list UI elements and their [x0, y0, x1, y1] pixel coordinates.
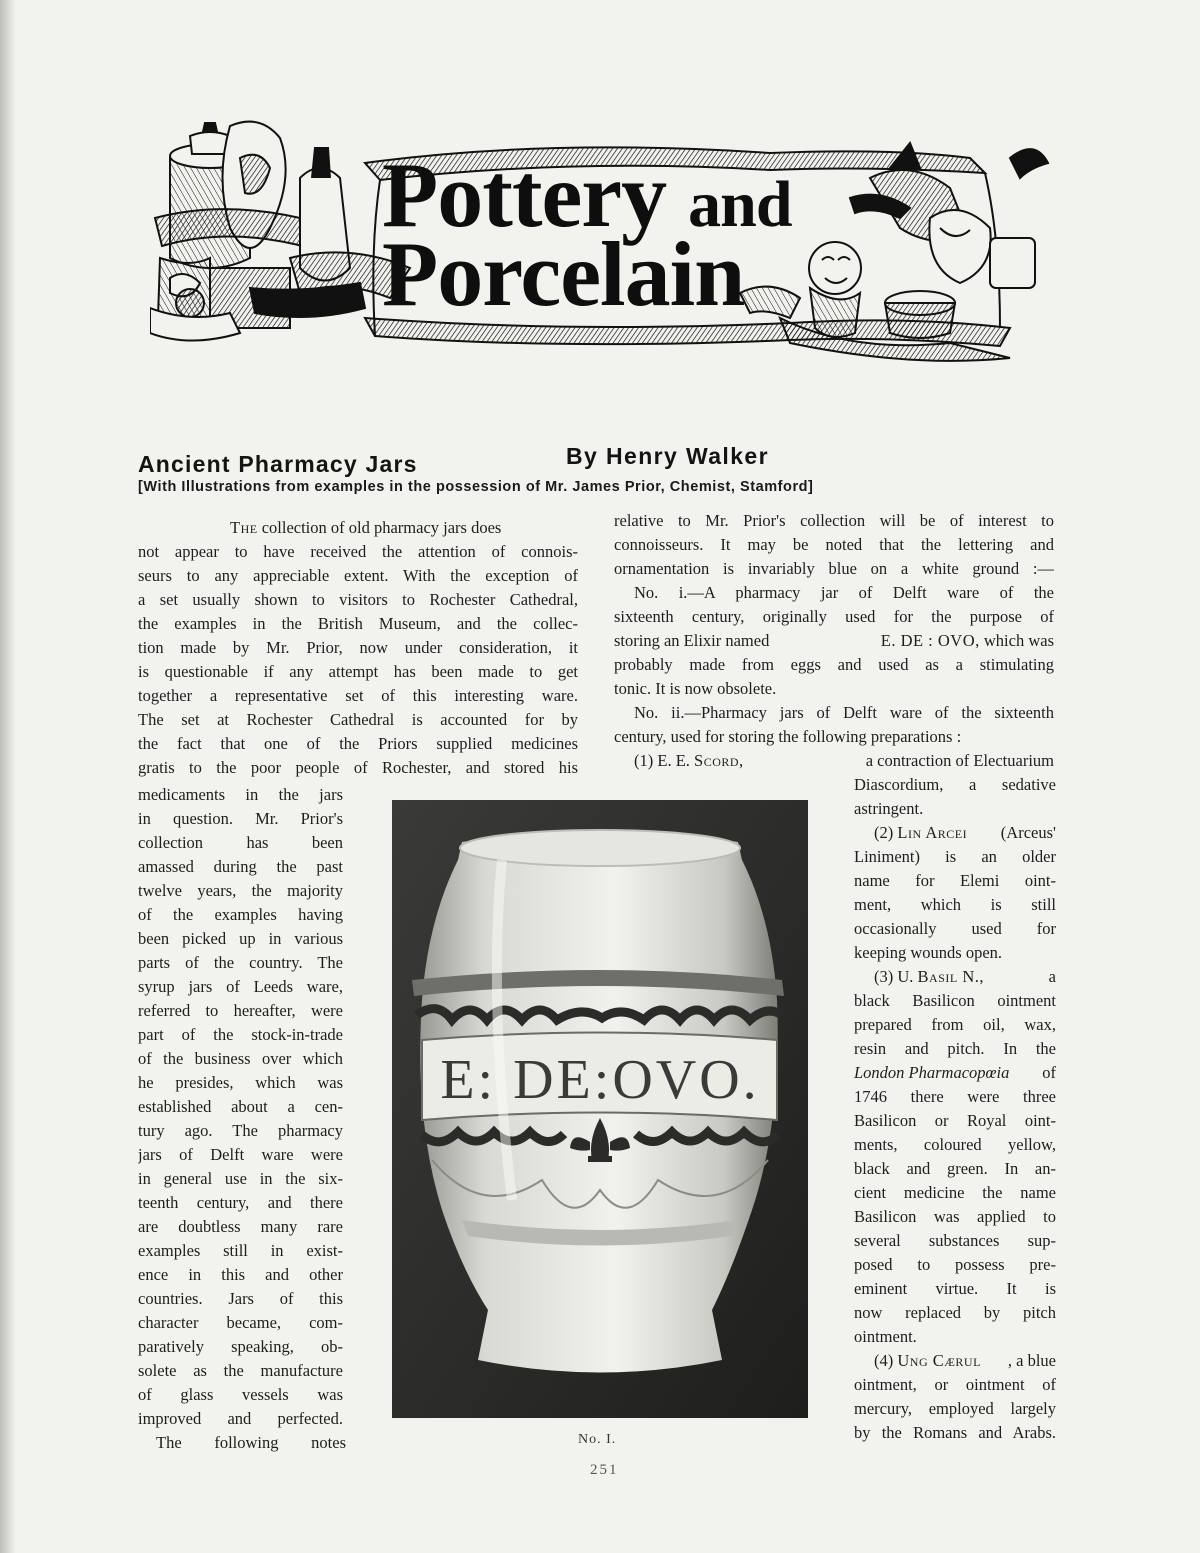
- body-line: ment, which is still: [854, 895, 1056, 914]
- body-line: established about a cen-: [138, 1097, 343, 1116]
- body-line: black and green. In an-: [854, 1159, 1056, 1178]
- body-line: name for Elemi oint-: [854, 871, 1056, 890]
- body-line: (2) Lin Arcei (Arceus': [874, 823, 1056, 842]
- body-line: referred to hereafter, were: [138, 1001, 343, 1020]
- body-line: Diascordium, a sedative: [854, 775, 1056, 794]
- body-line: is questionable if any attempt has been made to get: [138, 662, 578, 681]
- body-line: No. i.—A pharmacy jar of Delft ware of the: [634, 583, 1054, 602]
- body-line: relative to Mr. Prior's collection will be of interest to: [614, 511, 1054, 530]
- body-line: eminent virtue. It is: [854, 1279, 1056, 1298]
- body-line: occasionally used for: [854, 919, 1056, 938]
- page-edge: [0, 0, 16, 1553]
- body-line: ments, coloured yellow,: [854, 1135, 1056, 1154]
- body-line: several substances sup-: [854, 1231, 1056, 1250]
- masthead-word-and: and: [688, 168, 792, 241]
- masthead-title-line2: Porcelain: [382, 223, 745, 326]
- body-line: of glass vessels was: [138, 1385, 343, 1404]
- scord-term: Scord,: [694, 751, 744, 770]
- body-line: 1746 there were three: [854, 1087, 1056, 1106]
- body-line: medicaments in the jars: [138, 785, 343, 804]
- body-line: together a representative set of this interesting ware.: [138, 686, 578, 705]
- body-line: ointment, or ointment of: [854, 1375, 1056, 1394]
- body-line: now replaced by pitch: [854, 1303, 1056, 1322]
- body-line: paratively speaking, ob-: [138, 1337, 343, 1356]
- pharmacy-jar-image: [392, 800, 808, 1418]
- body-line: part of the stock-in-trade: [138, 1025, 343, 1044]
- body-line: ointment.: [854, 1327, 917, 1346]
- article-byline: By Henry Walker: [566, 443, 769, 469]
- basil-term: Basil N.,: [917, 967, 984, 986]
- pharmacy-jar-photo: [392, 800, 808, 1418]
- body-line: of the examples having: [138, 905, 343, 924]
- body-line: parts of the country. The: [138, 953, 343, 972]
- body-line: twelve years, the majority: [138, 881, 343, 900]
- body-line: No. ii.—Pharmacy jars of Delft ware of the sixteenth: [634, 703, 1054, 722]
- body-line: amassed during the past: [138, 857, 343, 876]
- body-line: astringent.: [854, 799, 924, 818]
- masthead-title: [382, 144, 922, 326]
- body-line: keeping wounds open.: [854, 943, 1003, 962]
- body-line: collection has been: [138, 833, 343, 852]
- body-line: syrup jars of Leeds ware,: [138, 977, 343, 996]
- body-line: improved and perfected.: [138, 1409, 343, 1428]
- body-line: connoisseurs. It may be noted that the lettering and: [614, 535, 1054, 554]
- body-line: The set at Rochester Cathedral is accounted for by: [138, 710, 578, 729]
- body-line: are doubtless many rare: [138, 1217, 343, 1236]
- body-line: solete as the manufacture: [138, 1361, 343, 1380]
- body-line: been picked up in various: [138, 929, 343, 948]
- body-line: black Basilicon ointment: [854, 991, 1056, 1010]
- body-line: cient medicine the name: [854, 1183, 1056, 1202]
- body-line: by the Romans and Arabs.: [854, 1423, 1056, 1442]
- body-line: jars of Delft ware were: [138, 1145, 343, 1164]
- body-line: the examples in the British Museum, and the collec-: [138, 614, 578, 633]
- body-line: storing an Elixir named E. DE : OVO, which was: [614, 631, 1054, 650]
- body-line: (4) Ung Cærul , a blue: [874, 1351, 1056, 1370]
- body-line: resin and pitch. In the: [854, 1039, 1056, 1058]
- body-line: (1) E. E. Scord, a contraction of Electuarium: [634, 751, 1054, 770]
- body-line: ence in this and other: [138, 1265, 343, 1284]
- body-line: Liniment) is an older: [854, 847, 1056, 866]
- body-line: Basilicon or Royal oint-: [854, 1111, 1056, 1130]
- figure-caption: No. I.: [578, 1432, 617, 1447]
- body-line: gratis to the poor people of Rochester, and stored his: [138, 758, 578, 777]
- body-line: sixteenth century, originally used for the purpose of: [614, 607, 1054, 626]
- body-line: posed to possess pre-: [854, 1255, 1056, 1274]
- body-line: probably made from eggs and used as a stimulating: [614, 655, 1054, 674]
- body-line: century, used for storing the following preparations :: [614, 727, 962, 746]
- article-subhead: [With Illustrations from examples in the possession of Mr. James Prior, Chemist, Stamford]: [138, 479, 814, 495]
- masthead-word-pottery: Pottery: [382, 144, 667, 246]
- body-line: in question. Mr. Prior's: [138, 809, 343, 828]
- body-line: ornamentation is invariably blue on a white ground :—: [614, 559, 1054, 578]
- body-line: prepared from oil, wax,: [854, 1015, 1056, 1034]
- jar-label-text: E: DE:OVO.: [440, 1049, 760, 1111]
- page-number: 251: [590, 1462, 619, 1478]
- body-line: Basilicon was applied to: [854, 1207, 1056, 1226]
- body-line: The collection of old pharmacy jars does: [230, 518, 502, 537]
- pharmacopoeia-title: London Pharmacopœia: [854, 1063, 1010, 1082]
- body-line: teenth century, and there: [138, 1193, 343, 1212]
- elixir-name: E. DE : OVO,: [880, 631, 980, 650]
- masthead-banner: [150, 118, 1050, 368]
- body-line: character became, com-: [138, 1313, 343, 1332]
- body-line: of the business over which: [138, 1049, 343, 1068]
- body-line: in general use in the six-: [138, 1169, 343, 1188]
- body-line: a set usually shown to visitors to Rochester Cathedral,: [138, 590, 578, 609]
- body-line: not appear to have received the attention of connois-: [138, 542, 578, 561]
- ung-caerul-term: Ung Cærul: [897, 1351, 981, 1370]
- body-line: the fact that one of the Priors supplied medicines: [138, 734, 578, 753]
- opening-word: The: [230, 518, 258, 537]
- body-line: The following notes: [156, 1433, 346, 1452]
- body-line: mercury, employed largely: [854, 1399, 1056, 1418]
- article-title: Ancient Pharmacy Jars: [138, 451, 418, 477]
- body-line: countries. Jars of this: [138, 1289, 343, 1308]
- lin-arcei-term: Lin Arcei: [897, 823, 968, 842]
- body-line: seurs to any appreciable extent. With the exception of: [138, 566, 578, 585]
- body-line: tion made by Mr. Prior, now under consideration, it: [138, 638, 578, 657]
- body-line: examples still in exist-: [138, 1241, 343, 1260]
- body-line: he presides, which was: [138, 1073, 343, 1092]
- body-line: London Pharmacopœia of: [854, 1061, 1056, 1085]
- body-line: tury ago. The pharmacy: [138, 1121, 343, 1140]
- body-line: (3) U. Basil N., a: [874, 967, 1056, 986]
- body-line: tonic. It is now obsolete.: [614, 679, 777, 698]
